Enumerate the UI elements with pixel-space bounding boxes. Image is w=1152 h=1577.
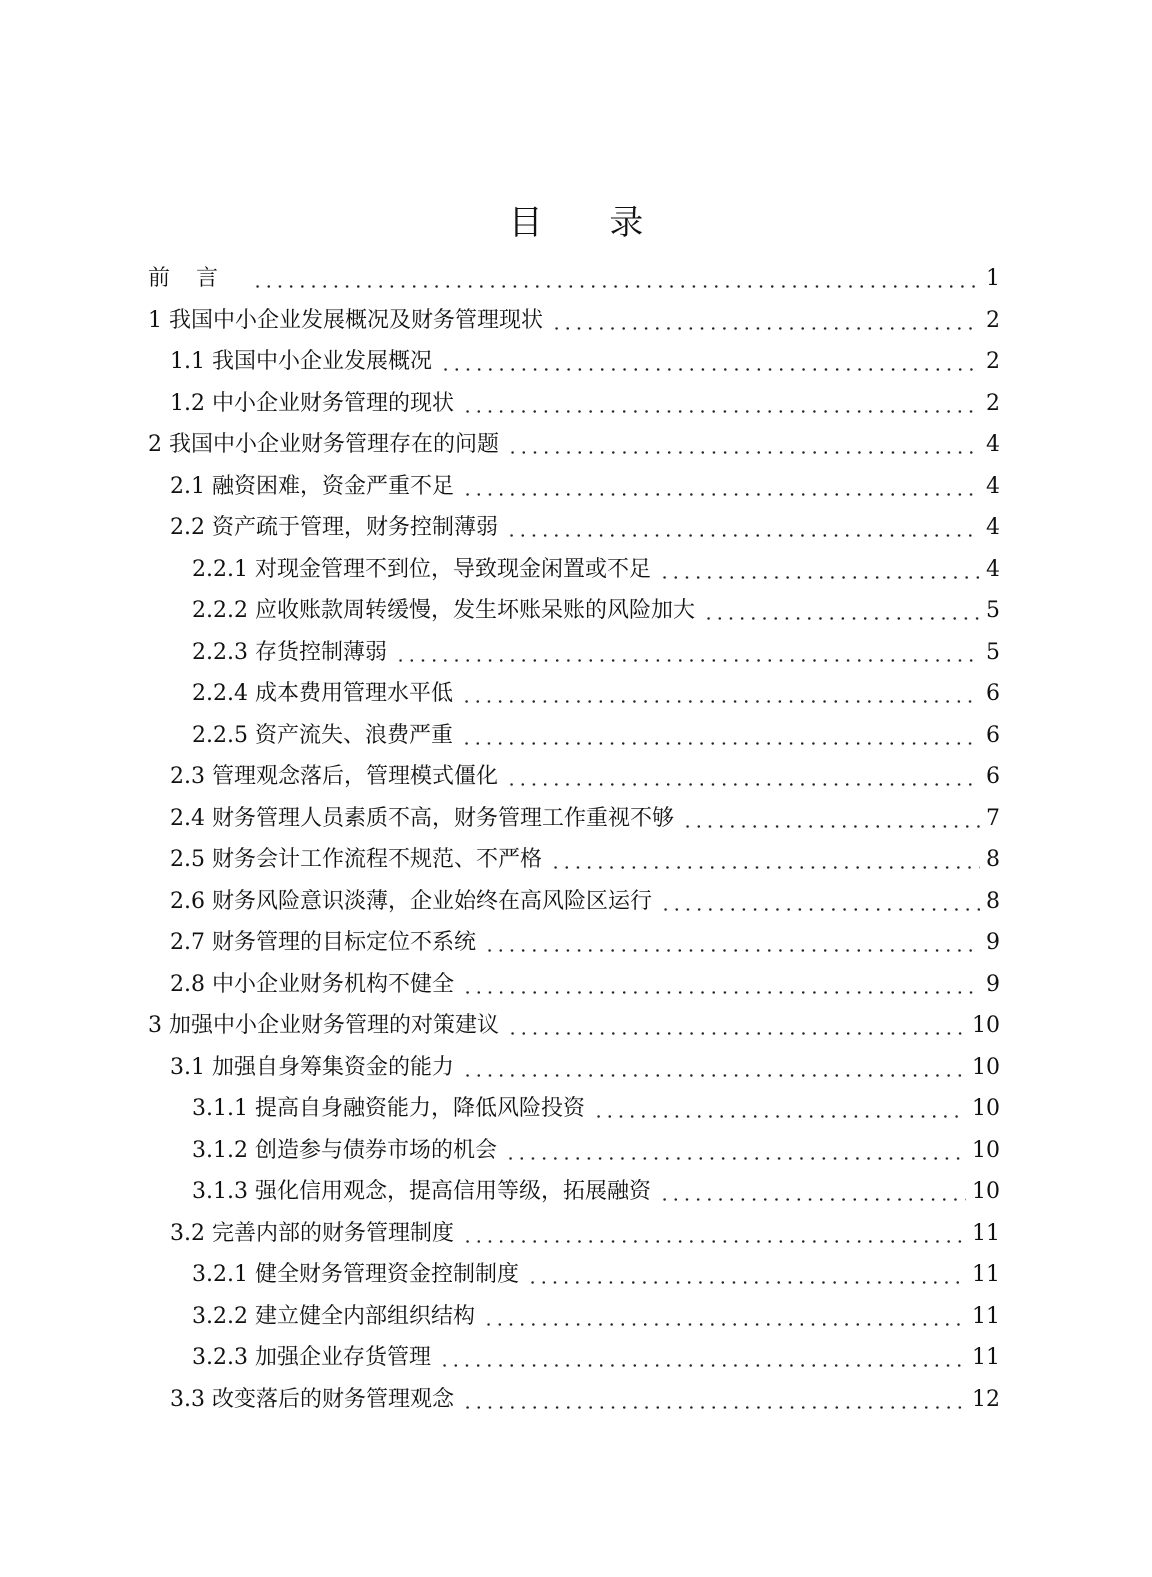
toc-entry-page-number: 9: [986, 971, 1000, 997]
toc-entry-label: 1 我国中小企业发展概况及财务管理现状: [148, 307, 543, 333]
toc-entry-page-number: 11: [972, 1220, 1000, 1246]
toc-entry-page-number: 8: [986, 847, 1000, 872]
toc-dot-leader: [548, 843, 984, 877]
toc-entry[interactable]: [170, 802, 1000, 836]
toc-entry-page-number: 10: [972, 1096, 1000, 1121]
toc-entry-page-number: 10: [972, 1054, 1000, 1080]
toc-dot-leader: [503, 1134, 970, 1168]
toc-dot-leader: [591, 1092, 970, 1126]
toc-entry-page-number: 6: [986, 681, 1000, 706]
toc-entry[interactable]: [192, 677, 1000, 711]
toc-entry[interactable]: [148, 262, 1000, 296]
toc-entry-label: 1.1 我国中小企业发展概况: [170, 349, 432, 374]
toc-entry-page-number: 2: [986, 349, 1000, 374]
toc-entry[interactable]: [148, 1009, 1000, 1043]
toc-entry-page-number: 7: [986, 805, 1000, 831]
toc-dot-leader: [701, 594, 984, 628]
toc-dot-leader: [505, 1009, 970, 1043]
toc-dot-leader: [460, 387, 984, 421]
toc-entry[interactable]: [170, 1217, 1000, 1251]
toc-entry-page-number: 2: [986, 307, 1000, 333]
toc-entry-label: 3 加强中小企业财务管理的对策建议: [148, 1013, 499, 1038]
toc-dot-leader: [504, 511, 984, 545]
toc-dot-leader: [438, 345, 984, 379]
toc-entry[interactable]: [170, 843, 1000, 877]
toc-entry-label: 1.2 中小企业财务管理的现状: [170, 390, 454, 416]
toc-entry-label: 2.2.1 对现金管理不到位，导致现金闲置或不足: [192, 556, 651, 582]
toc-entry[interactable]: [170, 1051, 1000, 1085]
toc-dot-leader: [549, 304, 984, 338]
toc-entry[interactable]: [170, 345, 1000, 379]
toc-dot-leader: [459, 677, 984, 711]
toc-entry[interactable]: [192, 1175, 1000, 1209]
toc-dot-leader: [250, 262, 984, 296]
toc-dot-leader: [459, 719, 984, 753]
toc-entry-label: 3.2.3 加强企业存货管理: [192, 1345, 431, 1370]
toc-entry[interactable]: [148, 428, 1000, 462]
toc-entry[interactable]: [170, 1383, 1000, 1417]
toc-entry-label: 3.2 完善内部的财务管理制度: [170, 1220, 454, 1246]
toc-entry[interactable]: [170, 760, 1000, 794]
toc-entry-label: 2.2 资产疏于管理，财务控制薄弱: [170, 515, 498, 540]
toc-entry-label: 3.2.2 建立健全内部组织结构: [192, 1303, 475, 1329]
toc-entry-label: 2.2.4 成本费用管理水平低: [192, 681, 453, 706]
toc-entry-page-number: 11: [972, 1303, 1000, 1329]
toc-entry[interactable]: [192, 1092, 1000, 1126]
toc-entry[interactable]: [192, 1341, 1000, 1375]
toc-entry-page-number: 9: [986, 930, 1000, 955]
toc-entry-label: 3.1 加强自身筹集资金的能力: [170, 1054, 454, 1080]
toc-entry[interactable]: [170, 885, 1000, 919]
toc-entry[interactable]: [170, 470, 1000, 504]
toc-dot-leader: [505, 428, 984, 462]
toc-entry-label: 2.5 财务会计工作流程不规范、不严格: [170, 847, 542, 872]
toc-entry-label: 2.4 财务管理人员素质不高，财务管理工作重视不够: [170, 805, 674, 831]
toc-entry-label: 2.3 管理观念落后，管理模式僵化: [170, 764, 498, 789]
toc-entry-page-number: 11: [972, 1345, 1000, 1370]
toc-dot-leader: [658, 885, 984, 919]
toc-entry-page-number: 4: [986, 515, 1000, 540]
toc-entry-label: 前言: [148, 266, 245, 291]
toc-dot-leader: [460, 1383, 970, 1417]
toc-dot-leader: [657, 1175, 970, 1209]
toc-entry-label: 2.8 中小企业财务机构不健全: [170, 971, 454, 997]
toc-dot-leader: [393, 636, 984, 670]
toc-entry-page-number: 1: [986, 266, 1000, 291]
toc-entry-page-number: 6: [986, 722, 1000, 748]
toc-entry-label: 3.2.1 健全财务管理资金控制制度: [192, 1262, 519, 1287]
toc-entry-page-number: 6: [986, 764, 1000, 789]
toc-entry-label: 2.2.5 资产流失、浪费严重: [192, 722, 453, 748]
toc-dot-leader: [504, 760, 984, 794]
toc-entry-page-number: 12: [972, 1386, 1000, 1412]
toc-entry-label: 3.3 改变落后的财务管理观念: [170, 1386, 454, 1412]
toc-entry[interactable]: [192, 1134, 1000, 1168]
toc-entry[interactable]: [192, 1300, 1000, 1334]
toc-entry-label: 3.1.2 创造参与债券市场的机会: [192, 1137, 497, 1163]
toc-entry-page-number: 4: [986, 432, 1000, 457]
toc-entry-page-number: 8: [986, 888, 1000, 914]
toc-dot-leader: [460, 1217, 970, 1251]
toc-dot-leader: [525, 1258, 970, 1292]
toc-dot-leader: [657, 553, 984, 587]
toc-entry-page-number: 4: [986, 473, 1000, 499]
toc-entry[interactable]: [192, 636, 1000, 670]
toc-entry-page-number: 10: [972, 1013, 1000, 1038]
toc-dot-leader: [437, 1341, 970, 1375]
toc-entry-page-number: 10: [972, 1179, 1000, 1204]
toc-entry[interactable]: [170, 511, 1000, 545]
toc-entry-page-number: 4: [986, 556, 1000, 582]
toc-entry-label: 2.6 财务风险意识淡薄，企业始终在高风险区运行: [170, 888, 652, 914]
toc-entry[interactable]: [148, 304, 1000, 338]
toc-entry-page-number: 10: [972, 1137, 1000, 1163]
toc-entry-label: 2.7 财务管理的目标定位不系统: [170, 930, 476, 955]
toc-dot-leader: [680, 802, 984, 836]
toc-entry[interactable]: [170, 387, 1000, 421]
toc-entry[interactable]: [192, 553, 1000, 587]
toc-title: 目 录: [508, 202, 672, 243]
toc-entry-label: 2.2.2 应收账款周转缓慢，发生坏账呆账的风险加大: [192, 598, 695, 623]
toc-entry[interactable]: [192, 1258, 1000, 1292]
toc-entry-label: 3.1.3 强化信用观念，提高信用等级，拓展融资: [192, 1179, 651, 1204]
toc-dot-leader: [460, 470, 984, 504]
toc-entry-label: 2.2.3 存货控制薄弱: [192, 639, 387, 665]
toc-entry[interactable]: [170, 926, 1000, 960]
toc-entry-page-number: 2: [986, 390, 1000, 416]
toc-entry-page-number: 5: [986, 639, 1000, 665]
toc-entry-label: 3.1.1 提高自身融资能力，降低风险投资: [192, 1096, 585, 1121]
toc-dot-leader: [481, 1300, 970, 1334]
toc-dot-leader: [482, 926, 984, 960]
toc-entry-label: 2 我国中小企业财务管理存在的问题: [148, 432, 499, 457]
toc-entry-label: 2.1 融资困难，资金严重不足: [170, 473, 454, 499]
toc-dot-leader: [460, 1051, 970, 1085]
toc-dot-leader: [460, 968, 984, 1002]
toc-entry-page-number: 11: [972, 1262, 1000, 1287]
toc-entry-page-number: 5: [986, 598, 1000, 623]
toc-entry[interactable]: [192, 719, 1000, 753]
toc-entry[interactable]: [192, 594, 1000, 628]
toc-entry[interactable]: [170, 968, 1000, 1002]
